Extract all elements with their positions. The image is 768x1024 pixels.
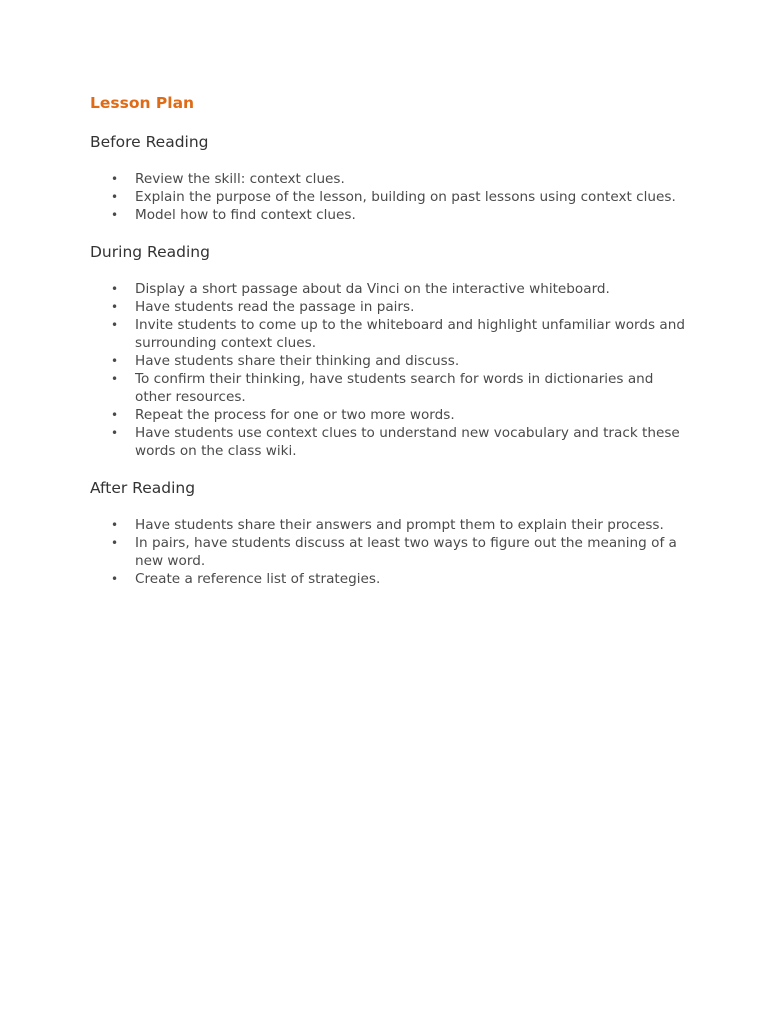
list-item-text: Repeat the process for one or two more words.	[135, 407, 455, 423]
section-heading: Before Reading	[90, 133, 209, 151]
bullet-icon: •	[111, 518, 119, 532]
list-item	[90, 206, 690, 224]
bullet-icon: •	[111, 372, 119, 386]
section-before-reading	[90, 132, 690, 224]
bullet-icon: •	[111, 318, 119, 332]
bullet-icon: •	[111, 172, 119, 186]
list-item	[90, 370, 690, 406]
bullet-list	[90, 516, 690, 588]
list-item-text: Have students share their thinking and discuss.	[135, 353, 460, 369]
list-item	[90, 406, 690, 424]
bullet-icon: •	[111, 208, 119, 222]
list-item	[90, 534, 690, 570]
section-during-reading	[90, 242, 690, 460]
section-after-reading	[90, 478, 690, 588]
list-item-text: Create a reference list of strategies.	[135, 571, 381, 587]
list-item	[90, 170, 690, 188]
list-item-text: Model how to find context clues.	[135, 207, 356, 223]
lesson-plan-document	[90, 93, 690, 588]
list-item-text: Invite students to come up to the whiteboard and highlight unfamiliar words and surrounding context clues.	[135, 317, 685, 351]
bullet-list	[90, 170, 690, 224]
list-item	[90, 424, 690, 460]
bullet-icon: •	[111, 282, 119, 296]
list-item-text: Review the skill: context clues.	[135, 171, 345, 187]
list-item-text: In pairs, have students discuss at least two ways to figure out the meaning of a new word.	[135, 535, 677, 569]
bullet-icon: •	[111, 408, 119, 422]
list-item	[90, 316, 690, 352]
list-item-text: Have students share their answers and prompt them to explain their process.	[135, 517, 664, 533]
bullet-icon: •	[111, 572, 119, 586]
list-item	[90, 352, 690, 370]
bullet-icon: •	[111, 426, 119, 440]
list-item-text: To confirm their thinking, have students search for words in dictionaries and other resources.	[135, 371, 654, 405]
list-item	[90, 570, 690, 588]
list-item-text: Have students use context clues to understand new vocabulary and track these words on the class wiki.	[135, 425, 680, 459]
list-item-text: Have students read the passage in pairs.	[135, 299, 415, 315]
bullet-icon: •	[111, 300, 119, 314]
list-item	[90, 516, 690, 534]
bullet-icon: •	[111, 354, 119, 368]
bullet-icon: •	[111, 536, 119, 550]
list-item	[90, 188, 690, 206]
bullet-icon: •	[111, 190, 119, 204]
list-item-text: Explain the purpose of the lesson, building on past lessons using context clues.	[135, 189, 676, 205]
list-item	[90, 280, 690, 298]
page-title: Lesson Plan	[90, 94, 195, 112]
section-heading: During Reading	[90, 243, 210, 261]
list-item	[90, 298, 690, 316]
bullet-list	[90, 280, 690, 460]
section-heading: After Reading	[90, 479, 196, 497]
list-item-text: Display a short passage about da Vinci on the interactive whiteboard.	[135, 281, 610, 297]
